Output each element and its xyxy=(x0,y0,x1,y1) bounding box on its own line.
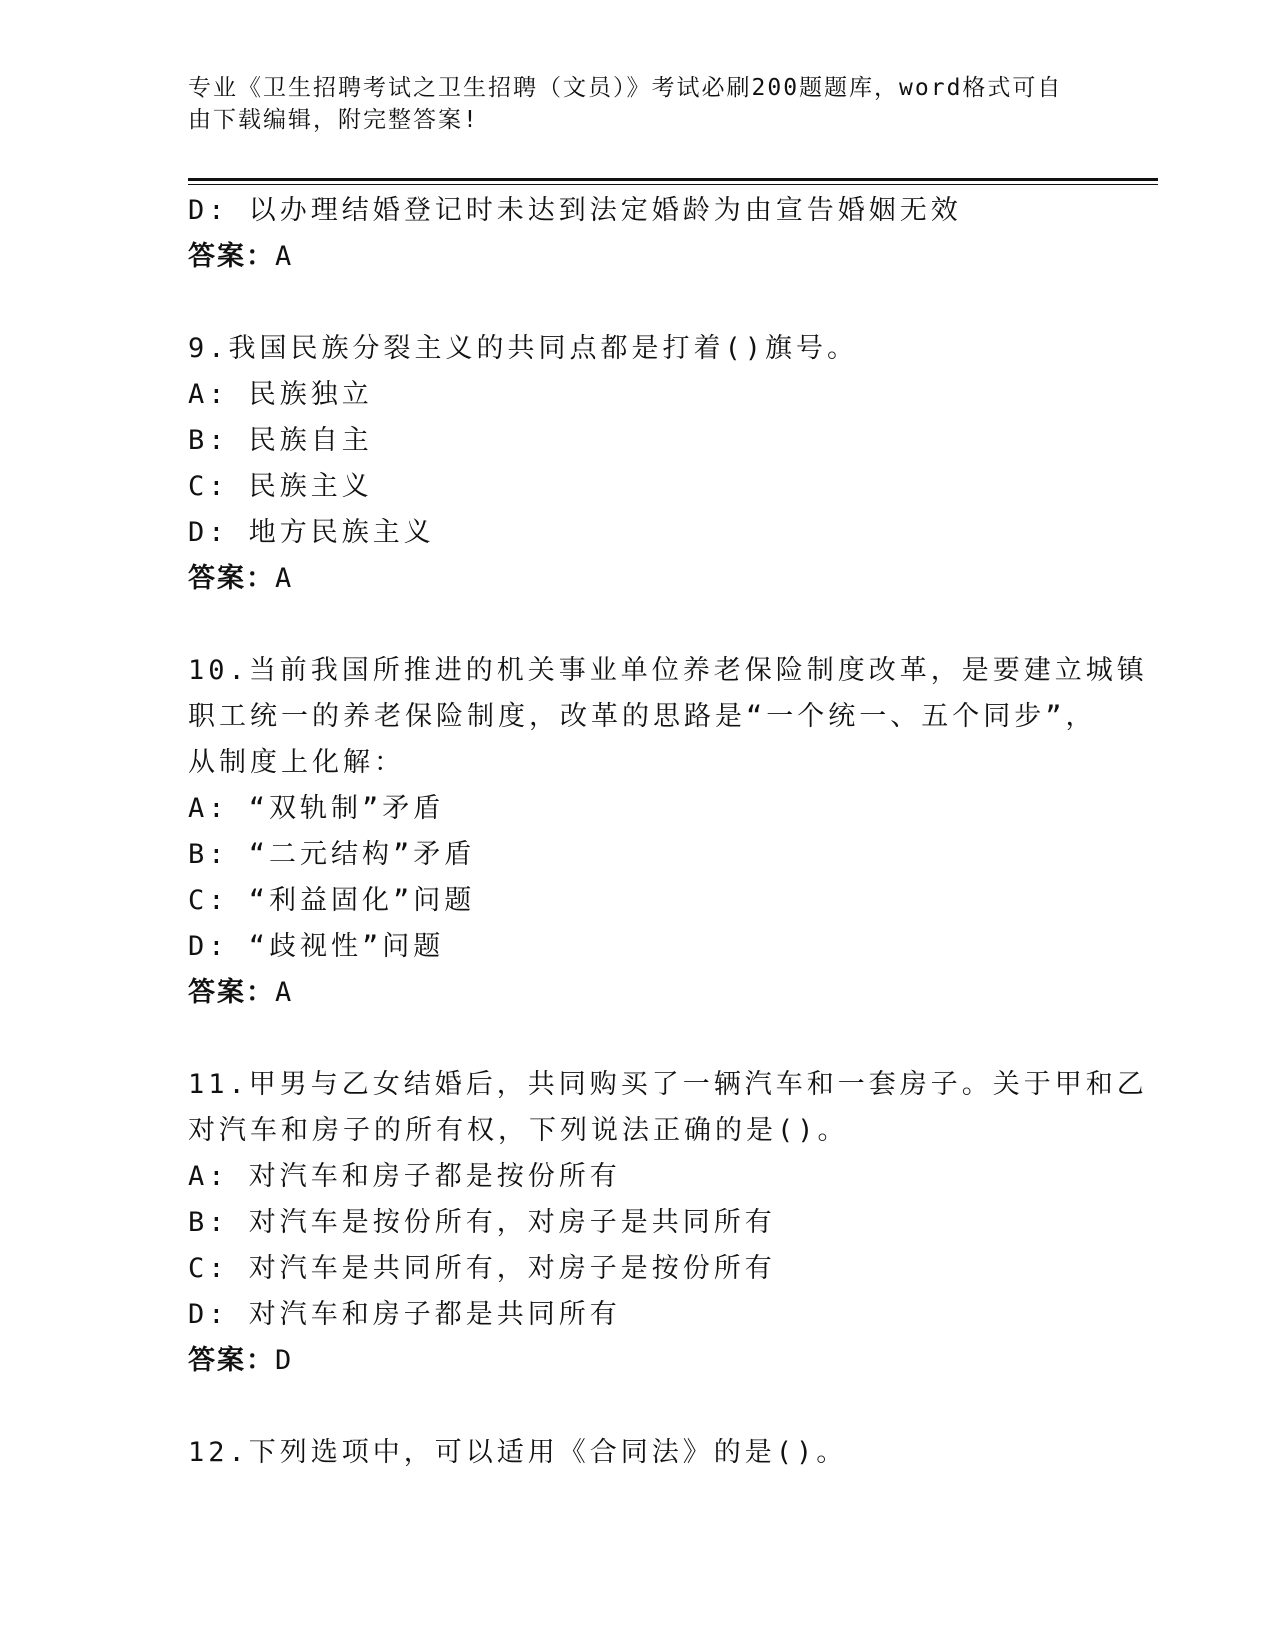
question-9 xyxy=(188,326,1088,602)
answer-line xyxy=(188,970,1088,1016)
question-list xyxy=(188,188,1148,1476)
answer-value: A xyxy=(275,241,294,272)
option-a: A: “双轨制”矛盾 xyxy=(188,793,445,824)
answer-value: A xyxy=(275,977,294,1008)
document-header xyxy=(188,72,1068,136)
spacer xyxy=(188,1384,1088,1430)
header-rule-thick xyxy=(188,178,1158,181)
option-c: C: “利益固化”问题 xyxy=(188,885,476,916)
answer-line xyxy=(188,1338,1088,1384)
answer-label: 答案： xyxy=(188,1345,275,1376)
spacer xyxy=(188,1016,1088,1062)
question-stem-line-3: 从制度上化解： xyxy=(188,747,405,778)
answer-value: A xyxy=(275,563,294,594)
header-line-2: 由下载编辑，附完整答案! xyxy=(188,107,479,133)
header-line-1: 专业《卫生招聘考试之卫生招聘（文员）》考试必刷200题题库，word格式可自 xyxy=(188,75,1063,101)
answer-line xyxy=(188,556,1088,602)
option-d: D: 以办理结婚登记时未达到法定婚龄为由宣告婚姻无效 xyxy=(188,195,962,226)
option-c: C: 民族主义 xyxy=(188,471,373,502)
option-d: D: “歧视性”问题 xyxy=(188,931,445,962)
question-stem-line-2: 职工统一的养老保险制度，改革的思路是“一个统一、五个同步”， xyxy=(188,701,1097,732)
answer-value: D xyxy=(275,1345,294,1376)
option-b: B: 民族自主 xyxy=(188,425,373,456)
question-12 xyxy=(188,1430,1088,1476)
question-stem-line-1: 11.甲男与乙女结婚后，共同购买了一辆汽车和一套房子。关于甲和乙 xyxy=(188,1069,1148,1100)
option-a: A: 民族独立 xyxy=(188,379,373,410)
option-c: C: 对汽车是共同所有，对房子是按份所有 xyxy=(188,1253,776,1284)
question-stem-line-1: 10.当前我国所推进的机关事业单位养老保险制度改革，是要建立城镇 xyxy=(188,655,1148,686)
spacer xyxy=(188,602,1088,648)
question-10 xyxy=(188,648,1148,1016)
question-stem: 9.我国民族分裂主义的共同点都是打着()旗号。 xyxy=(188,333,859,364)
question-stem: 12.下列选项中，可以适用《合同法》的是()。 xyxy=(188,1437,848,1468)
answer-label: 答案： xyxy=(188,977,275,1008)
option-b: B: “二元结构”矛盾 xyxy=(188,839,476,870)
spacer xyxy=(188,280,1088,326)
answer-label: 答案： xyxy=(188,241,275,272)
prev-question xyxy=(188,188,1088,280)
option-d: D: 对汽车和房子都是共同所有 xyxy=(188,1299,621,1330)
answer-line xyxy=(188,234,1088,280)
option-a: A: 对汽车和房子都是按份所有 xyxy=(188,1161,621,1192)
option-b: B: 对汽车是按份所有，对房子是共同所有 xyxy=(188,1207,776,1238)
question-11 xyxy=(188,1062,1148,1384)
header-rule-thin xyxy=(188,184,1158,185)
option-d: D: 地方民族主义 xyxy=(188,517,435,548)
answer-label: 答案： xyxy=(188,563,275,594)
question-stem-line-2: 对汽车和房子的所有权，下列说法正确的是()。 xyxy=(188,1115,849,1146)
